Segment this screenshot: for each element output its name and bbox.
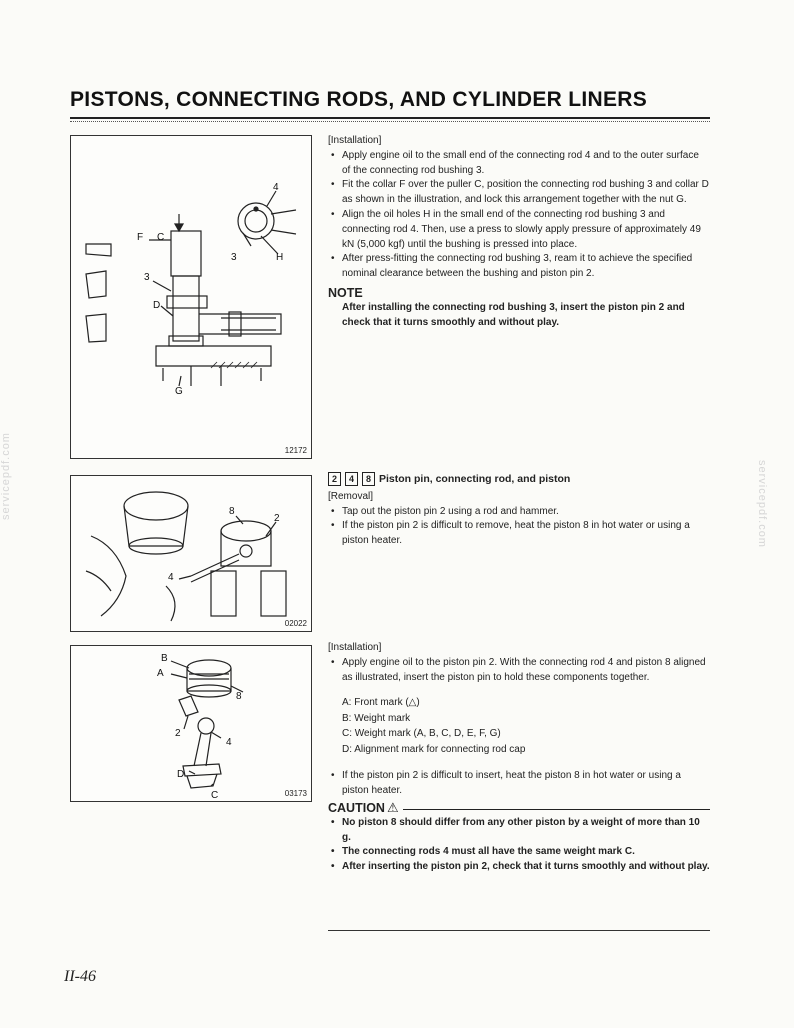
list-item: • After inserting the piston pin 2, check that it turns smoothly and without play.: [328, 860, 710, 875]
fig3-label-d: D: [177, 769, 185, 780]
legend-item: B: Weight mark: [342, 712, 411, 724]
piston-removal-illustration: [71, 476, 311, 631]
note-heading: NOTE: [328, 285, 363, 300]
fig1-label-c: C: [157, 232, 165, 243]
figure-bushing-press: [70, 135, 312, 459]
list-item: • No piston 8 should differ from any other piston by a weight of more than 10 g.: [328, 816, 710, 846]
title-rule: [70, 117, 710, 119]
section-heading: [328, 472, 710, 487]
note-body: After installing the connecting rod bushing 3, insert the piston pin 2 and check that it turns smoothly and without play.: [342, 301, 685, 328]
caution-rule: [403, 809, 710, 810]
installation-steps-2: [328, 769, 710, 799]
list-item: • Tap out the piston pin 2 using a rod and hammer.: [328, 505, 710, 520]
fig2-label-4: 4: [168, 572, 174, 583]
fig3-label-a: A: [157, 668, 164, 679]
warning-triangle-icon: ⚠: [386, 799, 399, 815]
installation-steps: [328, 656, 710, 686]
list-item: • If the piston pin 2 is difficult to remove, heat the piston 8 in hot water or using a piston heater.: [328, 519, 710, 549]
box-number: 4: [345, 472, 358, 486]
fig1-label-3a: 3: [144, 272, 150, 283]
fig1-label-d: D: [153, 300, 161, 311]
caution-heading: CAUTION: [328, 800, 385, 815]
figure-piston-assembly: [70, 645, 312, 802]
fig1-label-f: F: [137, 232, 144, 243]
watermark-left: servicepdf.com: [0, 432, 12, 520]
legend-item: A: Front mark (△): [342, 697, 420, 709]
fig3-label-4: 4: [226, 737, 232, 748]
list-item: • Apply engine oil to the small end of the connecting rod 4 and to the outer surface of the connecting rod bushing 3.: [328, 149, 710, 179]
list-item: • Apply engine oil to the piston pin 2. With the connecting rod 4 and piston 8 aligned as illustrated, insert the piston pin to hold these components together.: [328, 656, 710, 686]
section-piston-removal: [328, 472, 710, 549]
figure-number: 02022: [284, 619, 307, 628]
list-item: • The connecting rods 4 must all have the same weight mark C.: [328, 845, 710, 860]
fig1-label-g: G: [175, 386, 183, 397]
fig2-label-8: 8: [229, 506, 235, 517]
installation-subhead: [Installation]: [328, 642, 382, 653]
fig1-label-h: H: [276, 252, 284, 263]
fig1-label-3b: 3: [231, 252, 237, 263]
piston-assembly-illustration: [71, 646, 311, 801]
bushing-press-illustration: [71, 136, 311, 458]
caution-heading-row: [328, 801, 710, 816]
page-number: II-46: [64, 968, 96, 985]
fig3-label-2: 2: [175, 728, 181, 739]
list-item: • If the piston pin 2 is difficult to insert, heat the piston 8 in hot water or using a piston heater.: [328, 769, 710, 799]
removal-subhead: [Removal]: [328, 490, 374, 502]
page-title: PISTONS, CONNECTING RODS, AND CYLINDER LINERS: [70, 88, 648, 111]
figure-number: 03173: [284, 789, 307, 798]
mark-legend: [328, 695, 710, 757]
box-number: 8: [362, 472, 375, 486]
fig3-label-c: C: [211, 790, 219, 801]
legend-item: C: Weight mark (A, B, C, D, E, F, G): [342, 728, 501, 740]
figure-number: 12172: [284, 446, 307, 455]
box-number: 2: [328, 472, 341, 486]
section-piston-installation: [328, 641, 710, 875]
title-rule-dotted: [70, 121, 710, 122]
caution-list: [328, 816, 710, 875]
fig3-label-b: B: [161, 653, 168, 664]
figure-piston-pin-removal: [70, 475, 312, 632]
section-heading-text: Piston pin, connecting rod, and piston: [379, 473, 571, 485]
fig2-label-2: 2: [274, 513, 280, 524]
fig3-label-8: 8: [236, 691, 242, 702]
list-item: • Fit the collar F over the puller C, position the connecting rod bushing 3 and collar D as shown in the illustration, and lock this arrangement together with the nut G.: [328, 178, 710, 208]
installation-steps: [328, 149, 710, 282]
list-item: • After press-fitting the connecting rod bushing 3, ream it to achieve the specified nominal clearance between the bushing and piston pin 2.: [328, 252, 710, 282]
list-item: • Align the oil holes H in the small end of the connecting rod bushing 3 and connecting rod 4. Then, use a press to slowly apply pressure of approximately 49 kN (5,000 kgf) until the bushing is pressed into place.: [328, 208, 710, 252]
section-bushing-installation: [328, 134, 710, 331]
watermark-right: servicepdf.com: [756, 460, 768, 548]
fig1-label-4: 4: [273, 182, 279, 193]
bottom-rule: [328, 930, 710, 931]
legend-item: D: Alignment mark for connecting rod cap: [342, 743, 526, 755]
removal-steps: [328, 505, 710, 549]
installation-subhead: [Installation]: [328, 135, 382, 146]
